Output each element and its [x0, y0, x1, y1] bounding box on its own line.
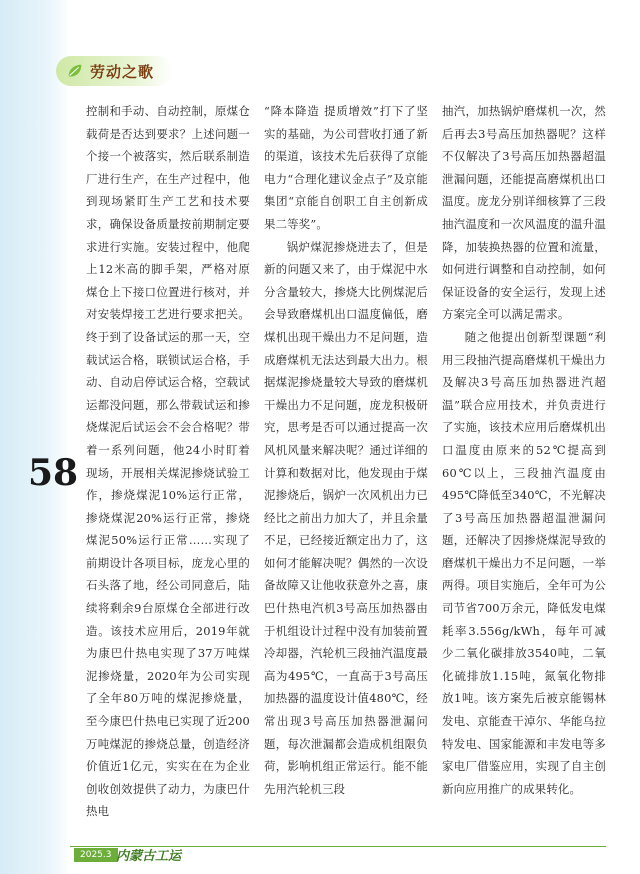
paragraph: 随之他提出创新型课题“利用三段抽汽提高磨煤机干燥出力及解决3号高压加热器进汽超温”联合应用技术，并负责进行了实施，该技术应用后磨煤机出口温度由原来的52℃提高到60℃以上，三段抽汽温度由495℃降低至340℃，不光解决了3号高压加热器超温泄漏问题，还解决了因掺烧煤泥导致的磨煤机干燥出力不足问题，一举两得。项目实施后，全年可为公司节省700万余元，降低发电煤耗率3.556g/kWh，每年可减少二氧化碳排放3540吨，二氧化硫排放1.15吨，氮氧化物排放1吨。该方案先后被京能锡林发电、京能查干淖尔、华能乌拉特发电、国家能源和丰发电等多家电厂借鉴应用，实现了自主创新向应用推广的成果转化。	[442, 329, 606, 796]
paragraph: 控制和手动、自动控制，原煤仓载荷是否达到要求？上述问题一个接一个被落实，然后联系制造厂进行生产，在生产过程中，他到现场紧盯生产工艺和技术要求，确保设备质量按前期制定要求进行实施。安装过程中，他爬上12米高的脚手架，严格对原煤仓上下接口位置进行核对，并对安装焊接工艺进行要求把关。终于到了设备试运的那一天，空载试运合格，联锁试运合格，手动、自动启停试运合格，空载试运都没问题，那么带载试运和掺烧煤泥后试运会不会合格呢？带着一系列问题，他24小时盯着现场，开展相关煤泥掺烧试验工作，掺烧煤泥10%运行正常，掺烧煤泥20%运行正常，掺烧煤泥50%运行正常……实现了前期设计各项目标，庞龙心里的石头落了地，经公司同意后，陆续将剩余9台原煤仓全部进行改造。该技术应用后，2019年就为康巴什热电实现了37万吨煤泥掺烧量，2020年为公司实现了全年80万吨的煤泥掺烧量，至今康巴什热电已实现了近200万吨煤泥的掺烧总量，创造经济价值近1亿元，实实在在为企业创收创效提供了动力，为康巴什热电	[86, 104, 250, 819]
article-column-2	[264, 100, 428, 834]
magazine-logo: 内蒙古工运	[116, 849, 182, 864]
article-column-3	[442, 100, 606, 834]
page-number: 58	[28, 452, 79, 494]
section-title: 劳动之歌	[90, 62, 155, 81]
leaf-icon	[66, 62, 84, 80]
side-gradient-strip	[0, 0, 70, 874]
issue-badge: 2025.3	[74, 848, 118, 862]
paragraph: 抽汽，加热锅炉磨煤机一次，然后再去3号高压加热器呢？这样不仅解决了3号高压加热器超温泄漏问题，还能提高磨煤机出口温度。庞龙分别详细核算了三段抽汽温度和一次风温度的温升温降，加装换热器的位置和流量，如何进行调整和自动控制，如何保证设备的安全运行，发现上述方案完全可以满足需求。	[442, 104, 606, 322]
paragraph: “降本降造 提质增效”打下了坚实的基础，为公司营收打通了新的渠道，该技术先后获得了京能电力“合理化建议金点子”及京能集团“京能自创职工自主创新成果二等奖”。	[264, 104, 428, 231]
article-column-1	[86, 100, 250, 834]
section-header	[56, 52, 172, 90]
article-body	[86, 100, 606, 834]
paragraph: 锅炉煤泥掺烧进去了，但是新的问题又来了，由于煤泥中水分含量较大，掺烧大比例煤泥后会导致磨煤机出口温度偏低，磨煤机出现干燥出力不足问题，造成磨煤机无法达到最大出力。根据煤泥掺烧量较大导致的磨煤机干燥出力不足问题，庞龙积极研究，思考是否可以通过提高一次风机风量来解决呢？通过详细的计算和数据对比，他发现由于煤泥掺烧后，锅炉一次风机出力已经比之前出力加大了，并且余量不足，已经接近额定出力了，这如何才能解决呢？偶然的一次设备故障又让他收获意外之喜，康巴什热电汽机3号高压加热器由于机组设计过程中没有加装前置冷却器，汽轮机三段抽汽温度最高为495℃，一直高于3号高压加热器的温度设计值480℃，经常出现3号高压加热器泄漏问题，每次泄漏都会造成机组限负荷，影响机组正常运行。能不能先用汽轮机三段	[264, 239, 428, 796]
section-header-pill	[56, 56, 172, 86]
